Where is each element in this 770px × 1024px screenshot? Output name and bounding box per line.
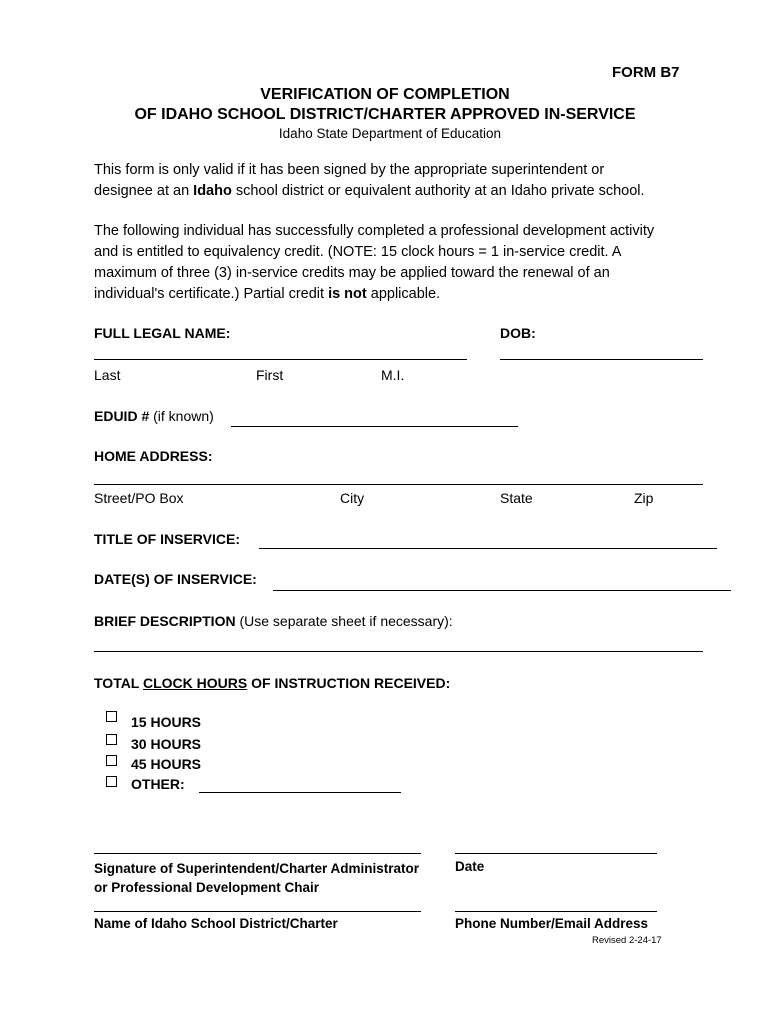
option-other-label: OTHER: — [131, 776, 185, 792]
intro-p1-text-a: designee at an — [94, 183, 194, 199]
city-caption: City — [340, 490, 365, 506]
state-caption: State — [500, 490, 533, 506]
first-name-caption: First — [256, 367, 284, 383]
signature-caption-line2: or Professional Development Chair — [94, 880, 320, 895]
other-hours-input-line[interactable] — [199, 792, 401, 793]
intro-p2-line3: maximum of three (3) in-service credits may be applied toward the renewal of an — [94, 265, 610, 281]
intro-paragraph-1 — [94, 160, 645, 202]
home-address-label: HOME ADDRESS: — [94, 448, 213, 464]
checkbox-30-hours[interactable] — [106, 734, 117, 745]
intro-p2-bold: is not — [328, 286, 367, 302]
date-input-line[interactable] — [455, 853, 657, 854]
intro-paragraph-2 — [94, 221, 654, 305]
form-title-line1: VERIFICATION OF COMPLETION — [260, 86, 510, 103]
dob-input-line[interactable] — [500, 359, 703, 360]
form-code: FORM B7 — [612, 64, 680, 81]
checkbox-other[interactable] — [106, 776, 117, 787]
clock-hours-text-a: TOTAL — [94, 675, 143, 691]
phone-email-caption: Phone Number/Email Address — [455, 916, 649, 931]
district-name-caption: Name of Idaho School District/Charter — [94, 916, 338, 931]
dates-inservice-label: DATE(S) OF INSERVICE: — [94, 571, 257, 587]
intro-p2-line4 — [94, 284, 654, 305]
eduid-label-note: (if known) — [149, 408, 214, 424]
date-caption: Date — [455, 859, 485, 874]
clock-hours-underlined: CLOCK HOURS — [143, 675, 248, 691]
clock-hours-text-b: OF INSTRUCTION RECEIVED: — [247, 675, 451, 691]
intro-p1-text-b: school district or equivalent authority at an Idaho private school. — [231, 183, 645, 199]
full-legal-name-label: FULL LEGAL NAME: — [94, 325, 231, 341]
checkbox-15-hours[interactable] — [106, 711, 117, 722]
intro-p1-line2 — [94, 181, 645, 202]
phone-email-input-line[interactable] — [455, 911, 657, 912]
zip-caption: Zip — [634, 490, 654, 506]
eduid-input-line[interactable] — [231, 426, 518, 427]
form-title-line2: OF IDAHO SCHOOL DISTRICT/CHARTER APPROVED IN-SERVICE — [134, 106, 636, 123]
brief-description-bold: BRIEF DESCRIPTION — [94, 613, 236, 629]
title-inservice-input-line[interactable] — [259, 548, 717, 549]
middle-initial-caption: M.I. — [381, 367, 405, 383]
intro-p2-line2: and is entitled to equivalency credit. (NOTE: 15 clock hours = 1 in-service credit. A — [94, 244, 622, 260]
street-caption: Street/PO Box — [94, 490, 184, 506]
brief-description-input-line[interactable] — [94, 651, 703, 652]
signature-input-line[interactable] — [94, 853, 421, 854]
last-name-caption: Last — [94, 367, 121, 383]
brief-description-note: (Use separate sheet if necessary): — [235, 613, 453, 629]
dates-inservice-input-line[interactable] — [273, 590, 731, 591]
eduid-label-bold: EDUID # — [94, 408, 150, 424]
signature-caption-line1: Signature of Superintendent/Charter Administrator — [94, 861, 420, 876]
department-name: Idaho State Department of Education — [278, 126, 502, 141]
option-15-hours-label: 15 HOURS — [131, 714, 202, 730]
intro-p2-text-b: applicable. — [366, 286, 441, 302]
clock-hours-label — [94, 675, 450, 691]
option-30-hours-label: 30 HOURS — [131, 736, 202, 752]
signature-caption — [94, 859, 419, 897]
option-45-hours-label: 45 HOURS — [131, 756, 202, 772]
title-inservice-label: TITLE OF INSERVICE: — [94, 531, 240, 547]
brief-description-label — [94, 613, 453, 629]
intro-p2-line1: The following individual has successfully completed a professional development activity — [94, 223, 655, 239]
dob-label: DOB: — [500, 325, 536, 341]
checkbox-45-hours[interactable] — [106, 755, 117, 766]
eduid-label — [94, 408, 214, 424]
district-name-input-line[interactable] — [94, 911, 421, 912]
revised-date: Revised 2-24-17 — [592, 935, 662, 946]
intro-p1-bold: Idaho — [193, 183, 232, 199]
home-address-input-line[interactable] — [94, 484, 703, 485]
full-name-input-line[interactable] — [94, 359, 467, 360]
intro-p2-text-a: individual's certificate.) Partial credit — [94, 286, 329, 302]
intro-p1-line1: This form is only valid if it has been signed by the appropriate superintendent or — [94, 162, 605, 178]
